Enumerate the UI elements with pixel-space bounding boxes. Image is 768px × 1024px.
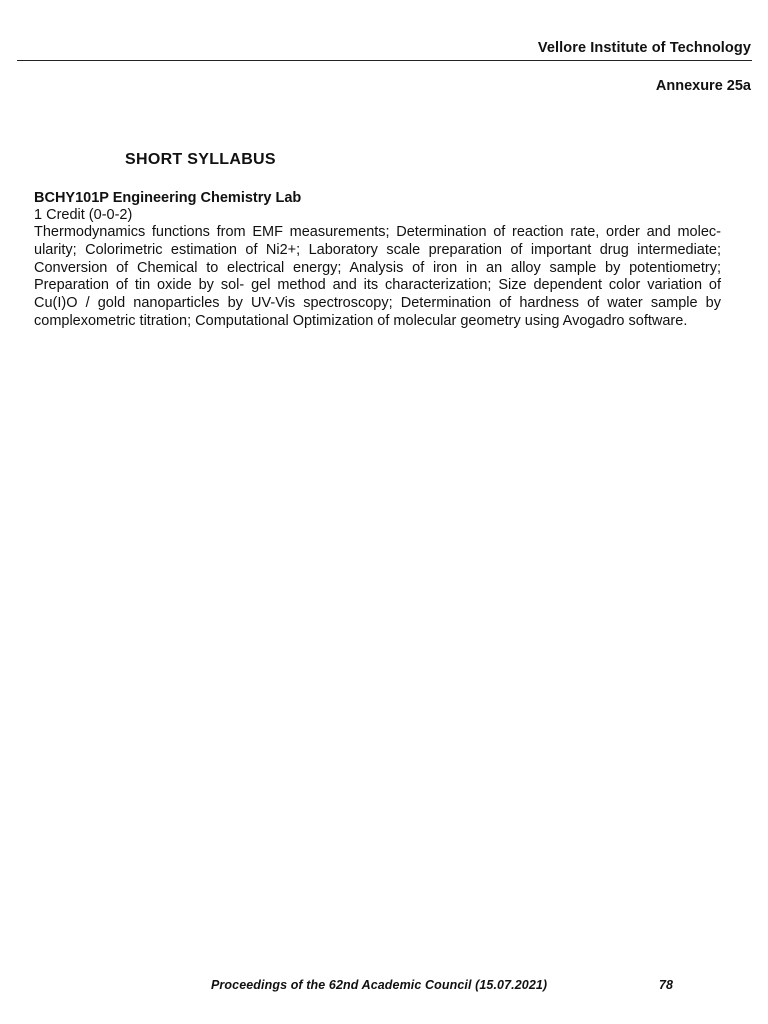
page-number: 78	[659, 978, 673, 992]
header-divider	[17, 60, 752, 61]
institution-name: Vellore Institute of Technology	[537, 40, 751, 56]
course-entry	[34, 189, 721, 331]
course-credit: 1 Credit (0-0-2)	[34, 207, 133, 223]
footer-proceedings: Proceedings of the 62nd Academic Council (15.07.2021)	[211, 978, 548, 992]
section-title: SHORT SYLLABUS	[125, 151, 276, 168]
annexure-label: Annexure 25a	[655, 78, 751, 94]
course-description: Thermodynamics functions from EMF measurements; Determination of reaction rate, order and molecularity; Colorimetric estimation of Ni2+; Laboratory scale preparation of important drug intermediate; Conversion of Chemical to electrical energy; Analysis of iron in an alloy sample by potentiometry; Preparation of tin oxide by sol- gel method and its characterization; Size dependent color variation of Cu(I)O / gold nanoparticles by UV-Vis spectroscopy; Determination of hardness of water sample by complexometric titration; Computational Optimization of molecular geometry using Avogadro software.	[34, 224, 721, 329]
course-title: BCHY101P Engineering Chemistry Lab	[34, 190, 302, 206]
